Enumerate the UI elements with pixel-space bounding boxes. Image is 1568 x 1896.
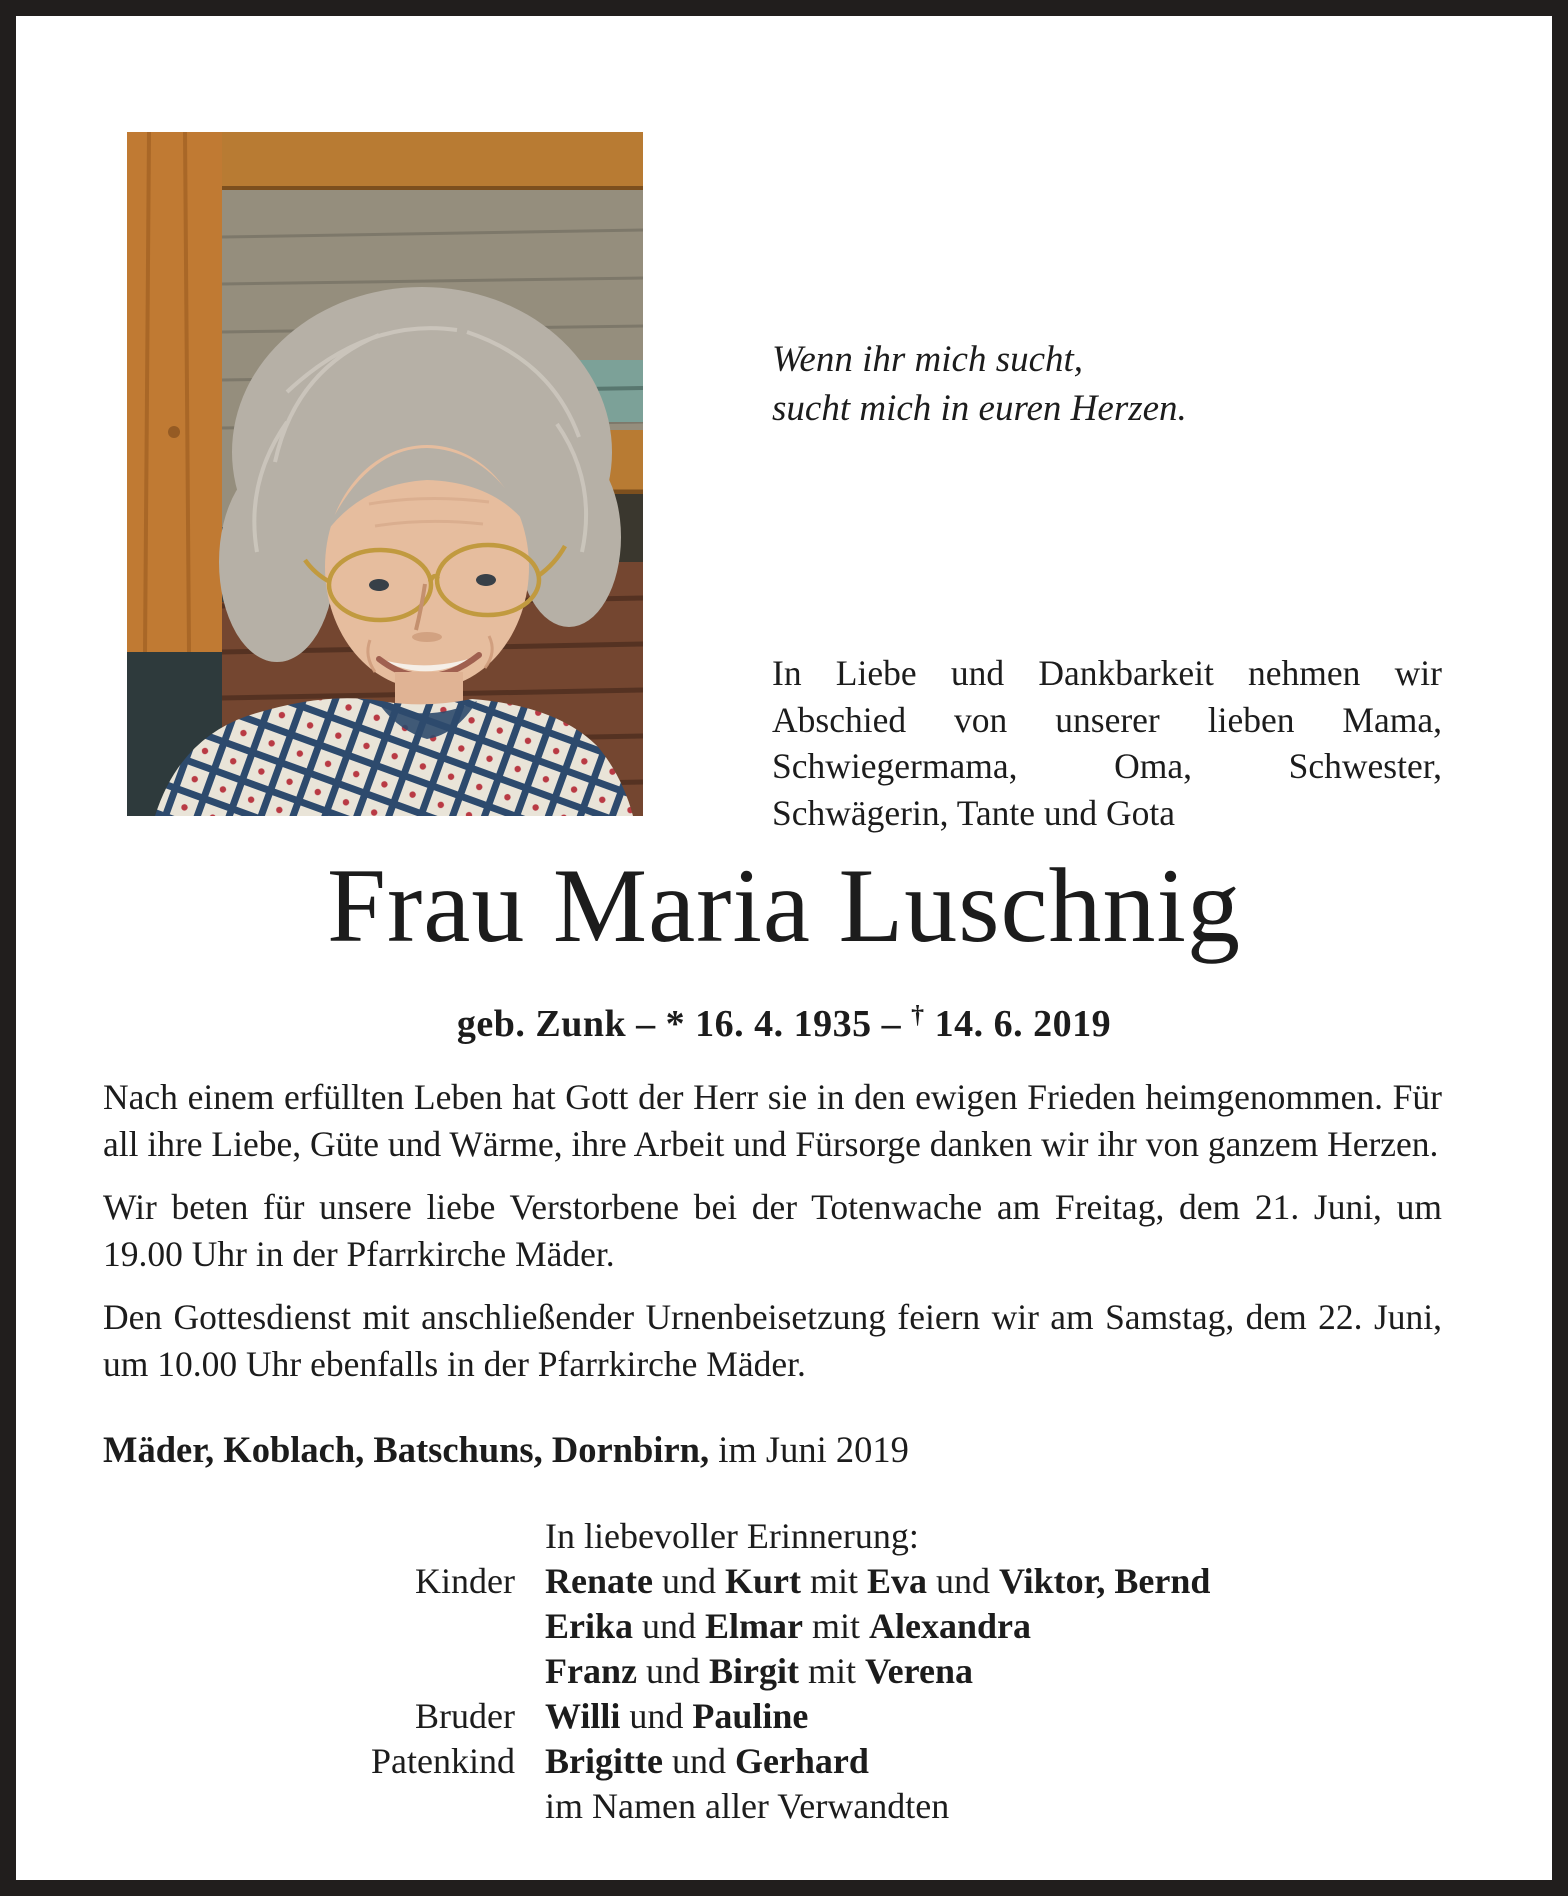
memorial-row <box>103 1694 1483 1739</box>
memorial-label <box>103 1649 515 1694</box>
text-segment: und <box>620 1696 693 1736</box>
text-segment: 14. 6. 2019 <box>924 1003 1112 1045</box>
quote-line-2: sucht mich in euren Herzen. <box>772 387 1187 429</box>
memorial-row <box>103 1649 1483 1694</box>
memorial-names <box>515 1784 949 1829</box>
text-segment: Willi <box>545 1696 621 1736</box>
text-segment: Pauline <box>692 1696 809 1736</box>
text-segment: und <box>636 1651 709 1691</box>
text-segment: mit <box>798 1651 865 1691</box>
memorial-names <box>515 1649 973 1694</box>
text-segment: geb. Zunk – * <box>456 1003 696 1045</box>
paragraph-funeral: Den Gottesdienst mit anschließender Urnenbeisetzung feiern wir am Samstag, dem 22. Juni, um 10.00 Uhr ebenfalls in der Pfarrkirche Mäder. <box>103 1297 1442 1384</box>
text-segment: † <box>911 999 925 1029</box>
memorial-row <box>103 1604 1483 1649</box>
text-segment: Gerhard <box>734 1741 869 1781</box>
text-segment: und <box>652 1561 725 1601</box>
memorial-list <box>103 1514 1483 1829</box>
text-segment: Verena <box>864 1651 973 1691</box>
memorial-names <box>515 1739 869 1784</box>
memorial-header-row <box>103 1514 1483 1559</box>
text-segment: Brigitte <box>545 1741 663 1781</box>
paragraph-wake: Wir beten für unsere liebe Verstorbene bei der Totenwache am Freitag, dem 21. Juni, um 19.00 Uhr in der Pfarrkirche Mäder. <box>103 1187 1442 1274</box>
memorial-label <box>103 1604 515 1649</box>
birth-death-dates <box>16 999 1552 1046</box>
memorial-row <box>103 1784 1483 1829</box>
memorial-label <box>103 1514 515 1559</box>
memorial-names <box>515 1694 808 1739</box>
text-segment: Erika <box>545 1606 634 1646</box>
memorial-row <box>103 1559 1483 1604</box>
memorial-names <box>515 1559 1210 1604</box>
text-segment: im Juni 2019 <box>709 1429 909 1470</box>
memorial-quote <box>772 336 1442 434</box>
quote-line-1: Wenn ihr mich sucht, <box>772 339 1084 380</box>
deceased-photo <box>127 132 643 816</box>
text-segment: mit <box>800 1561 867 1601</box>
memorial-row <box>103 1739 1483 1784</box>
portrait-illustration <box>127 132 643 816</box>
announcement-text <box>103 1074 1442 1404</box>
text-segment: 16. 4. 1935 – <box>695 1003 912 1045</box>
deceased-name: Frau Maria Luschnig <box>327 847 1241 964</box>
text-segment: Eva <box>866 1561 927 1601</box>
text-segment: und <box>927 1561 999 1601</box>
paragraph-tribute: Nach einem erfüllten Leben hat Gott der Herr sie in den ewigen Frieden heimgenommen. Für all ihre Liebe, Güte und Wärme, ihre Arbeit und Fürsorge danken wir ihr von ganzem Herzen. <box>103 1077 1442 1164</box>
farewell-intro: In Liebe und Dankbarkeit nehmen wir Abschied von unserer lieben Mama, Schwiegermama, Oma, Schwester, Schwägerin, Tante und Gota <box>772 653 1442 833</box>
memorial-label: Bruder <box>415 1696 515 1736</box>
text-segment: und <box>662 1741 735 1781</box>
memorial-names <box>515 1604 1031 1649</box>
text-segment: Birgit <box>708 1651 799 1691</box>
memorial-header: In liebevoller Erinnerung: <box>545 1516 919 1556</box>
text-segment: und <box>633 1606 706 1646</box>
memorial-label: Kinder <box>415 1561 515 1601</box>
text-segment: Elmar <box>705 1606 803 1646</box>
text-segment: im Namen aller Verwandten <box>545 1786 950 1826</box>
memorial-label: Patenkind <box>371 1741 515 1781</box>
text-segment: Renate <box>545 1561 653 1601</box>
places-date-line <box>103 1428 1442 1471</box>
memorial-label <box>103 1784 515 1829</box>
text-segment: Viktor, Bernd <box>999 1561 1211 1601</box>
text-segment: mit <box>803 1606 870 1646</box>
text-segment: Mäder, Koblach, Batschuns, Dornbirn, <box>103 1429 710 1470</box>
text-segment: Kurt <box>724 1561 801 1601</box>
text-segment: Alexandra <box>869 1606 1032 1646</box>
text-segment: Franz <box>545 1651 637 1691</box>
